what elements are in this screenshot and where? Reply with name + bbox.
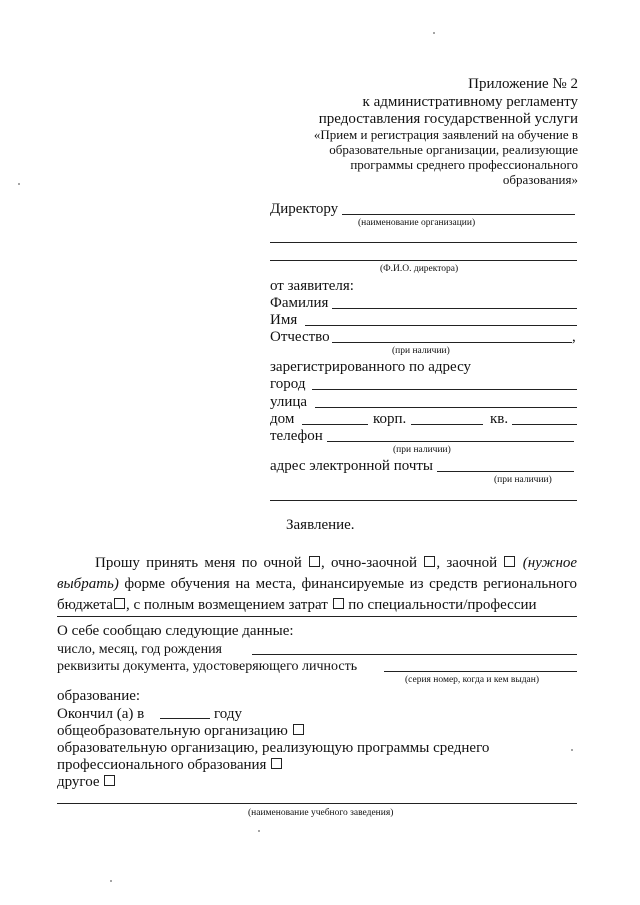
scan-speck: [433, 32, 435, 34]
body-text-full-time: Прошу принять меня по очной: [95, 555, 302, 571]
checkbox-vocational[interactable]: [271, 758, 282, 769]
specialty-field[interactable]: [57, 616, 577, 617]
option-vocational-line-1: образовательную организацию, реализующую программы среднего: [57, 740, 490, 756]
surname-field[interactable]: [332, 308, 577, 309]
address-extra-line[interactable]: [270, 500, 577, 501]
graduated-suffix: году: [214, 706, 242, 722]
email-label: адрес электронной почты: [270, 458, 434, 474]
education-label: образование:: [57, 688, 141, 704]
house-label: дом: [270, 411, 295, 427]
email-hint: (при наличии): [494, 475, 552, 485]
birth-date-label: число, месяц, год рождения: [57, 642, 222, 657]
birth-date-field[interactable]: [252, 654, 577, 655]
building-field[interactable]: [411, 424, 483, 425]
header-service: предоставления государственной услуги: [318, 111, 578, 127]
about-intro: О себе сообщаю следующие данные:: [57, 623, 294, 639]
header-service-name-1: «Прием и регистрация заявлений на обучение в: [313, 127, 578, 142]
graduated-prefix: Окончил (а) в: [57, 706, 145, 722]
body-text-paid: , с полным возмещением затрат: [125, 597, 328, 613]
scan-speck: [110, 880, 112, 882]
appendix-number: Приложение № 2: [468, 76, 578, 92]
institution-hint: (наименование учебного заведения): [248, 808, 394, 818]
graduation-year-field[interactable]: [160, 718, 210, 719]
option-other: другое: [57, 774, 116, 791]
patronymic-field[interactable]: [332, 342, 572, 343]
surname-label: Фамилия: [270, 295, 329, 311]
city-field[interactable]: [312, 389, 577, 390]
phone-label: телефон: [270, 428, 323, 444]
checkbox-paid[interactable]: [333, 598, 344, 609]
checkbox-correspondence[interactable]: [504, 556, 515, 567]
building-label: корп.: [373, 411, 407, 427]
statement-body: [57, 553, 577, 616]
choose-hint: (нужное выбрать): [57, 555, 578, 592]
checkbox-other[interactable]: [104, 775, 115, 786]
city-label: город: [270, 376, 306, 392]
body-text-specialty: по специальности/профессии: [348, 597, 537, 613]
header-service-name-2: образовательные организации, реализующие: [329, 142, 578, 157]
registered-address-label: зарегистрированного по адресу: [270, 359, 472, 375]
flat-field[interactable]: [512, 424, 577, 425]
flat-label: кв.: [490, 411, 509, 427]
patronymic-hint: (при наличии): [392, 346, 450, 356]
checkbox-full-time[interactable]: [309, 556, 320, 567]
scan-speck: [258, 830, 260, 832]
header-regulation: к административному регламенту: [362, 94, 578, 110]
option-vocational: профессионального образования: [57, 757, 283, 774]
patronymic-label: Отчество: [270, 329, 330, 345]
header-service-name-3: программы среднего профессионального: [350, 157, 578, 172]
scan-speck: [18, 183, 20, 185]
director-fio-field[interactable]: [270, 260, 577, 261]
director-label: Директору: [270, 201, 339, 217]
scan-speck: [571, 749, 573, 751]
org-hint: (наименование организации): [358, 218, 476, 228]
header-service-name-4: образования»: [502, 172, 578, 187]
patronymic-comma: ,: [572, 329, 576, 345]
statement-title: Заявление.: [286, 517, 355, 533]
option-general-education: общеобразовательную организацию: [57, 723, 305, 740]
phone-hint: (при наличии): [393, 445, 451, 455]
email-field[interactable]: [437, 471, 574, 472]
id-document-hint: (серия номер, когда и кем выдан): [405, 675, 540, 685]
body-text-correspondence: , заочной: [436, 555, 498, 571]
checkbox-part-time[interactable]: [424, 556, 435, 567]
from-applicant-label: от заявителя:: [270, 278, 354, 294]
id-document-label: реквизиты документа, удостоверяющего личность: [57, 659, 358, 674]
director-line-2[interactable]: [270, 242, 577, 243]
house-field[interactable]: [302, 424, 368, 425]
id-document-field[interactable]: [384, 671, 577, 672]
director-org-field[interactable]: [342, 214, 575, 215]
name-field[interactable]: [305, 325, 577, 326]
phone-field[interactable]: [327, 441, 574, 442]
street-label: улица: [270, 394, 308, 410]
street-field[interactable]: [315, 407, 577, 408]
checkbox-budget[interactable]: [114, 598, 125, 609]
checkbox-general-education[interactable]: [293, 724, 304, 735]
body-text-budget: форме обучения на места, финансируемые из средств регионального бюджета: [57, 576, 577, 613]
body-text-part-time: , очно-заочной: [321, 555, 418, 571]
name-label: Имя: [270, 312, 298, 328]
fio-hint: (Ф.И.О. директора): [380, 264, 459, 274]
institution-name-field[interactable]: [57, 803, 577, 804]
